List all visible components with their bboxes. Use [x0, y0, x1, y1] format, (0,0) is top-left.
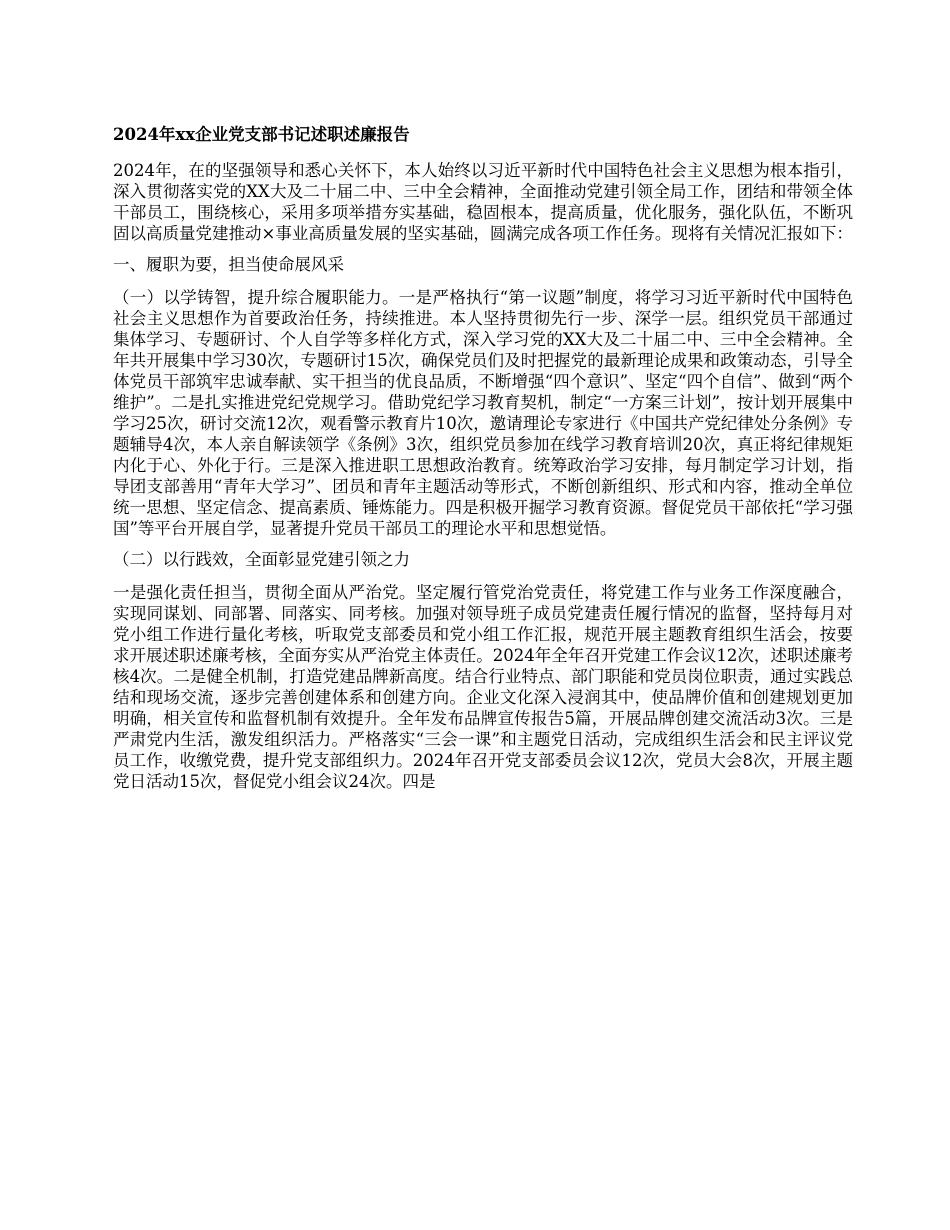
document-page: [113, 124, 853, 802]
subsection-2-heading: （二）以行践效，全面彰显党建引领之力: [113, 550, 410, 569]
intro-paragraph: 2024年，在的坚强领导和悉心关怀下，本人始终以习近平新时代中国特色社会主义思想为根本指引，深入贯彻落实党的XX大及二十届二中、三中全会精神，全面推动党建引领全局工作，团结和带领全体干部员工，围绕核心，采用多项举措夯实基础，稳固根本，提高质量，优化服务，强化队伍，不断巩固以高质量党建推动×事业高质量发展的坚实基础，圆满完成各项工作任务。现将有关情况汇报如下：: [113, 161, 853, 243]
section-heading-1: 一、履职为要，担当使命展风采: [113, 255, 344, 274]
subsection-1-paragraph: （一）以学铸智，提升综合履职能力。一是严格执行“第一议题”制度，将学习习近平新时代中国特色社会主义思想作为首要政治任务，持续推进。本人坚持贯彻先行一步、深学一层。组织党员干部通过集体学习、专题研讨、个人自学等多样化方式，深入学习党的XX大及二十届二中、三中全会精神。全年共开展集中学习30次，专题研讨15次，确保党员们及时把握党的最新理论成果和政策动态，引导全体党员干部筑牢忠诚奉献、实干担当的优良品质，不断增强“四个意识”、坚定“四个自信”、做到“两个维护”。二是扎实推进党纪党规学习。借助党纪学习教育契机，制定“一方案三计划”，按计划开展集中学习25次，研讨交流12次，观看警示教育片10次，邀请理论专家进行《中国共产党纪律处分条例》专题辅导4次，本人亲自解读领学《条例》3次，组织党员参加在线学习教育培训20次，真正将纪律规矩内化于心、外化于行。三是深入推进职工思想政治教育。统筹政治学习安排，每月制定学习计划，指导团支部善用“青年大学习”、团员和青年主题活动等形式，不断创新组织、形式和内容，推动全单位统一思想、坚定信念、提高素质、锤炼能力。四是积极开掘学习教育资源。督促党员干部依托“学习强国”等平台开展自学，显著提升党员干部员工的理论水平和思想觉悟。: [113, 288, 853, 538]
document-title: 2024年xx企业党支部书记述职述廉报告: [113, 125, 410, 144]
subsection-2-paragraph: 一是强化责任担当，贯彻全面从严治党。坚定履行管党治党责任，将党建工作与业务工作深度融合，实现同谋划、同部署、同落实、同考核。加强对领导班子成员党建责任履行情况的监督，坚持每月对党小组工作进行量化考核，听取党支部委员和党小组工作汇报，规范开展主题教育组织生活会，按要求开展述职述廉考核，全面夯实从严治党主体责任。2024年全年召开党建工作会议12次，述职述廉考核4次。二是健全机制，打造党建品牌新高度。结合行业特点、部门职能和党员岗位职责，通过实践总结和现场交流，逐步完善创建体系和创建方向。企业文化深入浸润其中，使品牌价值和创建规划更加明确，相关宣传和监督机制有效提升。全年发布品牌宣传报告5篇，开展品牌创建交流活动3次。三是严肃党内生活，激发组织活力。严格落实“三会一课”和主题党日活动，完成组织生活会和民主评议党员工作，收缴党费，提升党支部组织力。2024年召开党支部委员会议12次，党员大会8次，开展主题党日活动15次，督促党小组会议24次。四是: [113, 583, 853, 791]
